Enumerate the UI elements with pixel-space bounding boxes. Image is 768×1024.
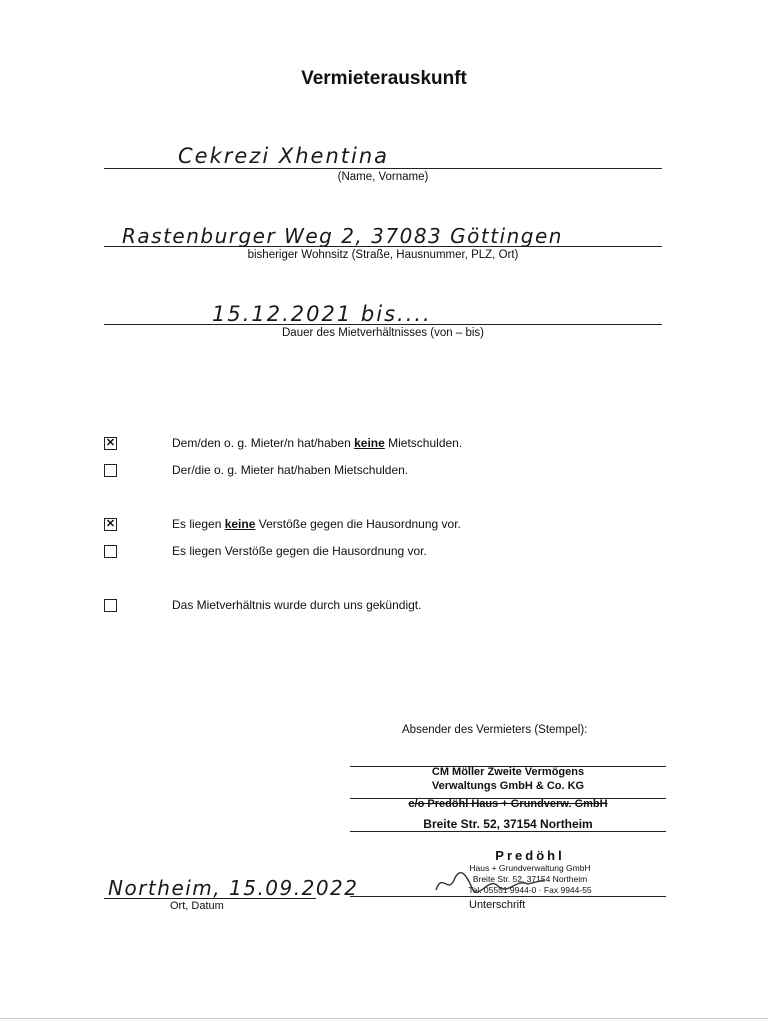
- place-date-handwritten: Northeim, 15.09.2022: [108, 876, 359, 900]
- checkbox-terminated[interactable]: [104, 599, 117, 612]
- stamp-line-2: [350, 798, 666, 799]
- place-date-label: Ort, Datum: [170, 900, 224, 912]
- name-handwritten: Cekrezi Xhentina: [178, 144, 390, 168]
- duration-handwritten: 15.12.2021 bis....: [212, 302, 432, 326]
- signature-label: Unterschrift: [469, 899, 526, 911]
- option-rent-debt: Der/die o. g. Mieter hat/haben Mietschulden.: [172, 463, 409, 477]
- signature-underline: [350, 896, 666, 897]
- signature-scrawl: [432, 868, 552, 898]
- duration-label: Dauer des Mietverhältnisses (von – bis): [282, 327, 484, 339]
- checkbox-no-violations[interactable]: ✕: [105, 518, 116, 530]
- page-bottom-edge: [0, 1018, 768, 1019]
- checkbox-no-rent-debt[interactable]: ✕: [105, 437, 116, 449]
- stamp-care-of: c/o Predöhl Haus + Grundverw. GmbH: [408, 798, 608, 810]
- signature-stamp-brand: Predöhl: [495, 848, 565, 863]
- signature-stamp-phone: Tel. 05551 9944-0 · Fax 9944-55: [468, 885, 592, 895]
- address-handwritten: Rastenburger Weg 2, 37083 Göttingen: [122, 224, 563, 248]
- place-date-underline: [104, 898, 316, 899]
- checkbox-rent-debt[interactable]: [104, 464, 117, 477]
- checkbox-violations[interactable]: [104, 545, 117, 558]
- name-label: (Name, Vorname): [337, 171, 429, 183]
- duration-underline: [104, 324, 662, 325]
- stamp-line-3: [350, 831, 666, 832]
- address-underline: [104, 246, 662, 247]
- stamp-address: Breite Str. 52, 37154 Northeim: [423, 817, 593, 831]
- name-underline: [104, 168, 662, 169]
- option-no-violations: Es liegen keine Verstöße gegen die Hausordnung vor.: [172, 517, 461, 531]
- stamp-company-type: Verwaltungs GmbH & Co. KG: [431, 780, 585, 792]
- option-terminated: Das Mietverhältnis wurde durch uns gekündigt.: [172, 598, 422, 612]
- address-label: bisheriger Wohnsitz (Straße, Hausnummer, PLZ, Ort): [247, 249, 519, 261]
- stamp-company: CM Möller Zweite Vermögens: [431, 766, 585, 778]
- signature-stamp-company: Haus + Grundverwaltung GmbH: [469, 863, 591, 873]
- sender-label: Absender des Vermieters (Stempel):: [402, 724, 588, 736]
- option-no-rent-debt: Dem/den o. g. Mieter/n hat/haben keine Mietschulden.: [172, 436, 463, 450]
- signature-stamp-address: Breite Str. 52, 37154 Northeim: [472, 874, 588, 884]
- page-title: Vermieterauskunft: [301, 68, 467, 89]
- option-violations: Es liegen Verstöße gegen die Hausordnung vor.: [172, 544, 427, 558]
